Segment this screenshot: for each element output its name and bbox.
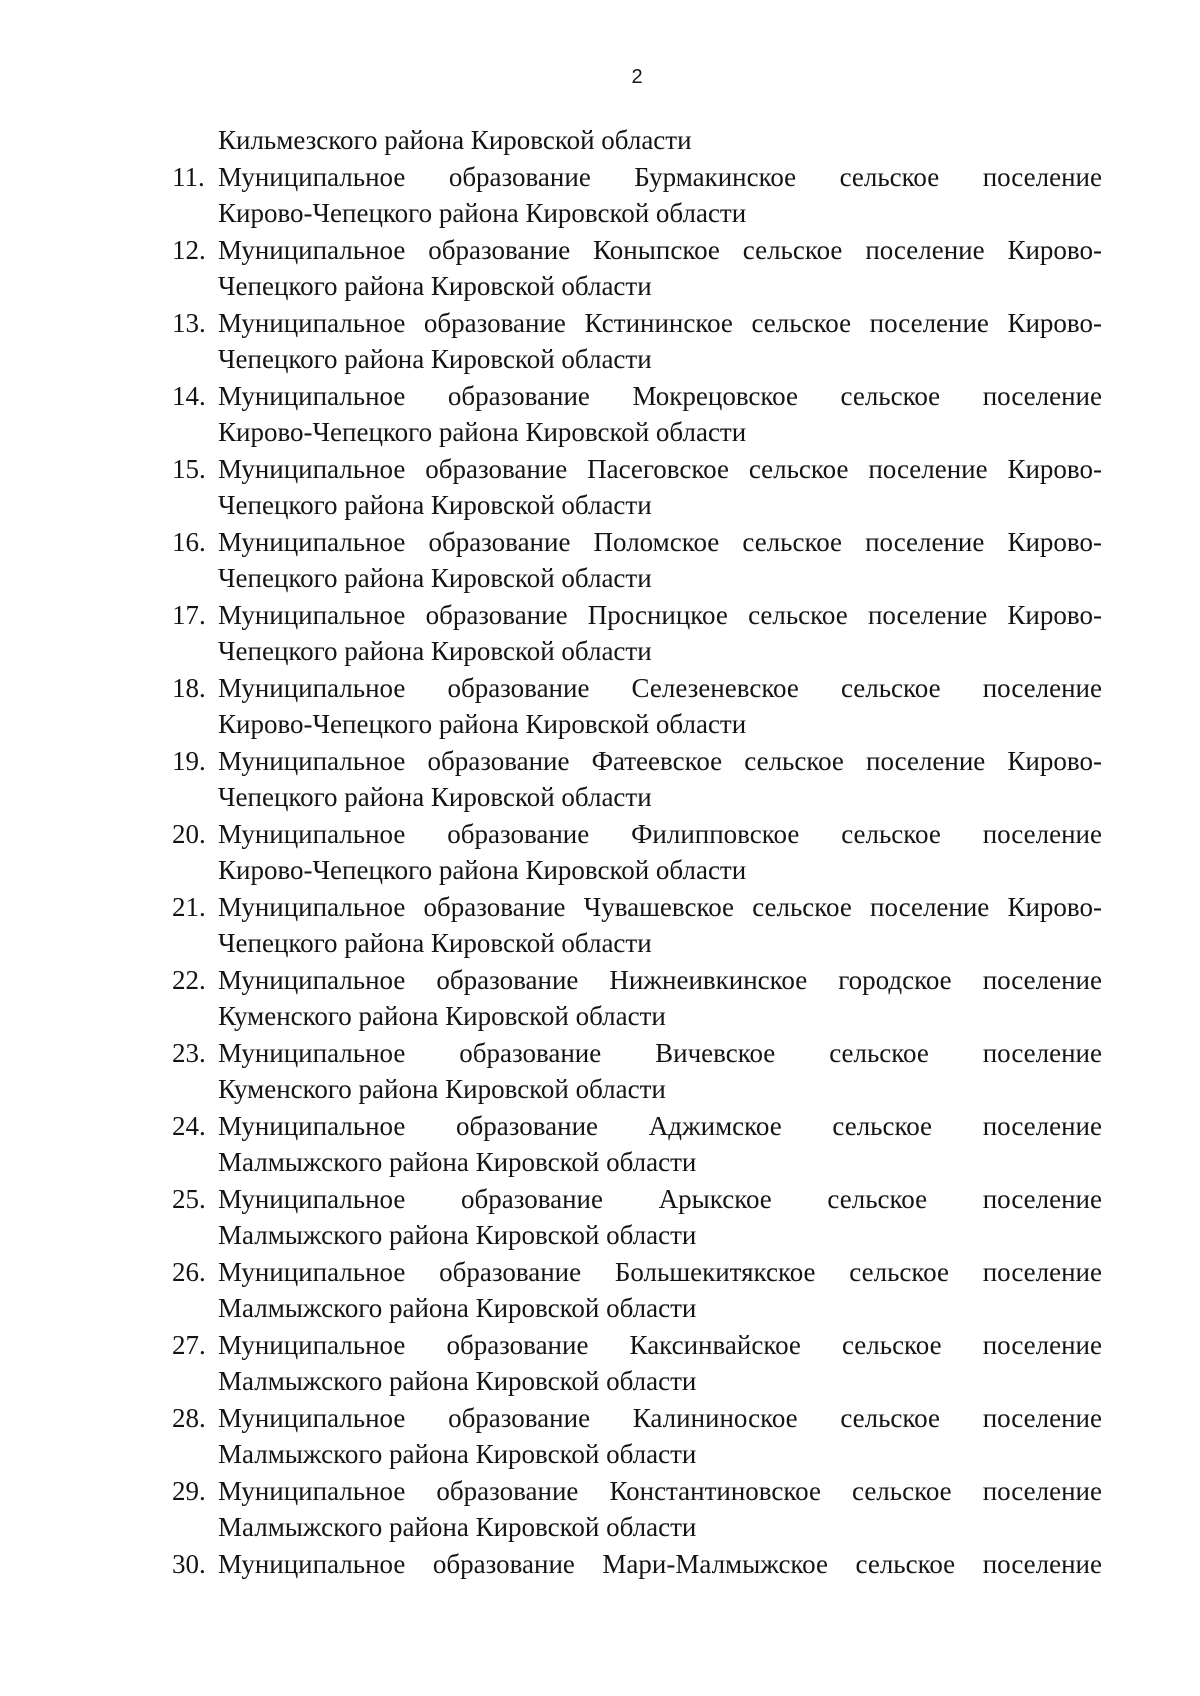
list-item-text [218,1181,1102,1218]
list-item-text [218,378,1102,415]
list-item-continuation: Чепецкого района Кировской области [218,271,652,301]
word: образование [425,599,568,630]
word: образование [423,891,566,922]
word: поселение [867,599,988,630]
word: сельское [751,307,852,338]
word: образование [447,818,590,849]
word: Нижнеивкинское [609,964,808,995]
word: сельское [827,1183,928,1214]
list-item-continuation: Чепецкого района Кировской области [218,782,652,812]
list-item-text [218,1254,1102,1291]
word: Муниципальное [218,599,406,630]
list-item [172,1400,1102,1473]
word: образование [447,672,590,703]
word: Поломское [593,526,720,557]
list-item-text [218,743,1102,780]
word: поселение [870,891,990,922]
word: образование [423,307,566,338]
word: Кирово- [1007,745,1102,776]
word: поселение [869,307,989,338]
list-item-text [218,816,1102,853]
word: поселение [982,818,1102,849]
list-item [172,1546,1102,1583]
word: поселение [982,672,1102,703]
list-item-text [218,670,1102,707]
word: Муниципальное [218,1475,406,1506]
list-item [172,232,1102,305]
word: образование [436,964,579,995]
word: поселение [982,161,1102,192]
word: Муниципальное [218,1183,406,1214]
list-item-first-line [172,232,1102,269]
word: Муниципальное [218,672,406,703]
list-item-number: 17. [172,599,206,630]
list-item-number: 30. [172,1548,206,1579]
word: Селезеневское [631,672,799,703]
word: Муниципальное [218,1037,406,1068]
list-item-continuation: Куменского района Кировской области [218,1074,666,1104]
list-item-number: 25. [172,1183,206,1214]
word: поселение [982,1256,1102,1287]
list-item-first-line [172,378,1102,415]
list-item-number: 20. [172,818,206,849]
list-item [172,159,1102,232]
list-item-text [218,597,1102,634]
list-item-number: 14. [172,380,206,411]
word: Муниципальное [218,1548,406,1579]
word: образование [427,745,570,776]
word: Калининоское [632,1402,798,1433]
word: Кирово- [1007,599,1102,630]
list-item-text [218,962,1102,999]
list-item-continuation: Малмыжского района Кировской области [218,1220,697,1250]
list-item-first-line [172,962,1102,999]
list-item [172,1254,1102,1327]
list-item-number: 21. [172,891,206,922]
word: сельское [841,818,941,849]
word: поселение [866,745,986,776]
list-item-first-line [172,1473,1102,1510]
list-item-text [218,305,1102,342]
list-item-text [218,159,1102,196]
list-item-first-line [172,1546,1102,1583]
word: образование [428,234,571,265]
list-item [172,305,1102,378]
word: поселение [982,1329,1102,1360]
list-item-first-line [172,743,1102,780]
list-item [172,1108,1102,1181]
word: образование [461,1183,603,1214]
word: городское [838,964,952,995]
word: поселение [982,380,1102,411]
list-item [172,1327,1102,1400]
list-item-continuation: Кирово-Чепецкого района Кировской области [218,709,747,739]
word: Мокрецовское [632,380,798,411]
word: Муниципальное [218,161,406,192]
list-item-text [218,1546,1102,1583]
word: сельское [829,1037,929,1068]
list-item-text [218,232,1102,269]
word: Муниципальное [218,1256,406,1287]
word: сельское [852,1475,952,1506]
list-item-text [218,1327,1102,1364]
list-item-continuation: Малмыжского района Кировской области [218,1439,697,1469]
word: Константиновское [609,1475,821,1506]
list-item-number: 23. [172,1037,206,1068]
word: сельское [742,234,843,265]
list-item [172,524,1102,597]
list-item [172,1035,1102,1108]
word: Муниципальное [218,526,406,557]
list-item-continuation: Кирово-Чепецкого района Кировской области [218,198,747,228]
list-item-first-line [172,524,1102,561]
list-item-number: 11. [172,161,205,192]
list-item-continuation: Малмыжского района Кировской области [218,1366,697,1396]
word: Большекитякское [614,1256,816,1287]
word: сельское [742,526,843,557]
word: Муниципальное [218,307,406,338]
word: поселение [868,453,988,484]
word: поселение [982,1037,1102,1068]
list-item-number: 27. [172,1329,206,1360]
word: образование [459,1037,602,1068]
word: Мари-Малмыжское [602,1548,828,1579]
word: Муниципальное [218,1110,406,1141]
word: Муниципальное [218,745,406,776]
list-item-continuation: Чепецкого района Кировской области [218,344,652,374]
list-item-continuation: Кирово-Чепецкого района Кировской области [218,417,747,447]
word: Муниципальное [218,891,406,922]
page-number: 2 [631,66,643,88]
word: поселение [982,1183,1102,1214]
word: сельское [840,1402,940,1433]
list-item [172,451,1102,524]
word: образование [446,1329,589,1360]
word: Кирово- [1007,234,1102,265]
word: сельское [849,1256,949,1287]
word: поселение [982,1402,1102,1433]
list-item-first-line [172,597,1102,634]
word: сельское [839,161,940,192]
list-item [172,597,1102,670]
word: поселение [982,1548,1102,1579]
list-item-first-line [172,670,1102,707]
numbered-list [172,159,1102,1583]
list-item-number: 18. [172,672,206,703]
word: Фатеевское [591,745,723,776]
word: сельское [832,1110,933,1141]
list-item-number: 26. [172,1256,206,1287]
list-item-text [218,524,1102,561]
word: поселение [982,964,1102,995]
continuation-line: Кильмезского района Кировской области [218,125,692,155]
list-item-number: 13. [172,307,206,338]
word: Аджимское [648,1110,782,1141]
list-item-continuation: Чепецкого района Кировской области [218,928,652,958]
word: Чувашевское [583,891,735,922]
word: поселение [982,1110,1102,1141]
list-item-continuation: Кирово-Чепецкого района Кировской области [218,855,747,885]
list-item-text [218,1108,1102,1145]
list-item-number: 15. [172,453,206,484]
word: сельское [744,745,844,776]
list-item-first-line [172,159,1102,196]
list-item [172,378,1102,451]
list-item-continuation: Чепецкого района Кировской области [218,490,652,520]
list-item-number: 16. [172,526,206,557]
list-item-continuation: Малмыжского района Кировской области [218,1147,697,1177]
word: Пасеговское [587,453,729,484]
word: Муниципальное [218,964,406,995]
list-item-number: 12. [172,234,206,265]
word: образование [436,1475,579,1506]
document-body [172,122,1102,1582]
word: образование [428,526,571,557]
word: сельское [840,672,941,703]
word: поселение [982,1475,1102,1506]
word: Кирово- [1007,307,1102,338]
word: образование [456,1110,599,1141]
word: образование [447,380,590,411]
list-item-number: 19. [172,745,206,776]
list-item [172,889,1102,962]
word: образование [425,453,568,484]
word: Вичевское [655,1037,776,1068]
list-item-text [218,451,1102,488]
list-item-text [218,1400,1102,1437]
word: сельское [748,453,849,484]
list-item-continuation: Малмыжского района Кировской области [218,1512,697,1542]
word: сельское [840,380,941,411]
list-item [172,743,1102,816]
list-item-text [218,889,1102,926]
word: Кирово- [1007,453,1102,484]
list-item-continuation: Малмыжского района Кировской области [218,1293,697,1323]
list-item-text [218,1035,1102,1072]
word: Кирово- [1007,526,1102,557]
list-item-first-line [172,1181,1102,1218]
list-item-first-line [172,1254,1102,1291]
list-item-first-line [172,1400,1102,1437]
list-item-continuation: Куменского района Кировской области [218,1001,666,1031]
word: Муниципальное [218,1402,406,1433]
list-item-first-line [172,1327,1102,1364]
word: Коныпское [593,234,720,265]
word: Бурмакинское [634,161,797,192]
list-item [172,670,1102,743]
word: сельское [841,1329,942,1360]
word: Муниципальное [218,234,406,265]
list-item-number: 28. [172,1402,206,1433]
word: Кирово- [1007,891,1102,922]
list-item-first-line [172,451,1102,488]
list-item-number: 22. [172,964,206,995]
list-item-continuation: Чепецкого района Кировской области [218,636,652,666]
word: Филипповское [631,818,800,849]
word: Муниципальное [218,453,406,484]
list-item-first-line [172,1035,1102,1072]
list-item [172,1181,1102,1254]
word: поселение [865,234,985,265]
list-item [172,962,1102,1035]
word: образование [448,1402,591,1433]
list-item-number: 24. [172,1110,206,1141]
word: Муниципальное [218,1329,406,1360]
word: сельское [748,599,848,630]
word: образование [439,1256,582,1287]
list-item-continuation: Чепецкого района Кировской области [218,563,652,593]
list-item-text [218,1473,1102,1510]
word: поселение [865,526,985,557]
word: образование [432,1548,575,1579]
word: Арыкское [658,1183,772,1214]
list-item [172,1473,1102,1546]
list-item-first-line [172,889,1102,926]
list-item [172,816,1102,889]
list-item-first-line [172,1108,1102,1145]
word: Каксинвайское [629,1329,801,1360]
word: сельское [752,891,852,922]
word: Муниципальное [218,380,406,411]
list-item-first-line [172,305,1102,342]
list-item-first-line [172,816,1102,853]
word: сельское [855,1548,956,1579]
word: Муниципальное [218,818,406,849]
word: образование [448,161,591,192]
list-item-number: 29. [172,1475,206,1506]
word: Просницкое [587,599,728,630]
word: Кстининское [584,307,733,338]
